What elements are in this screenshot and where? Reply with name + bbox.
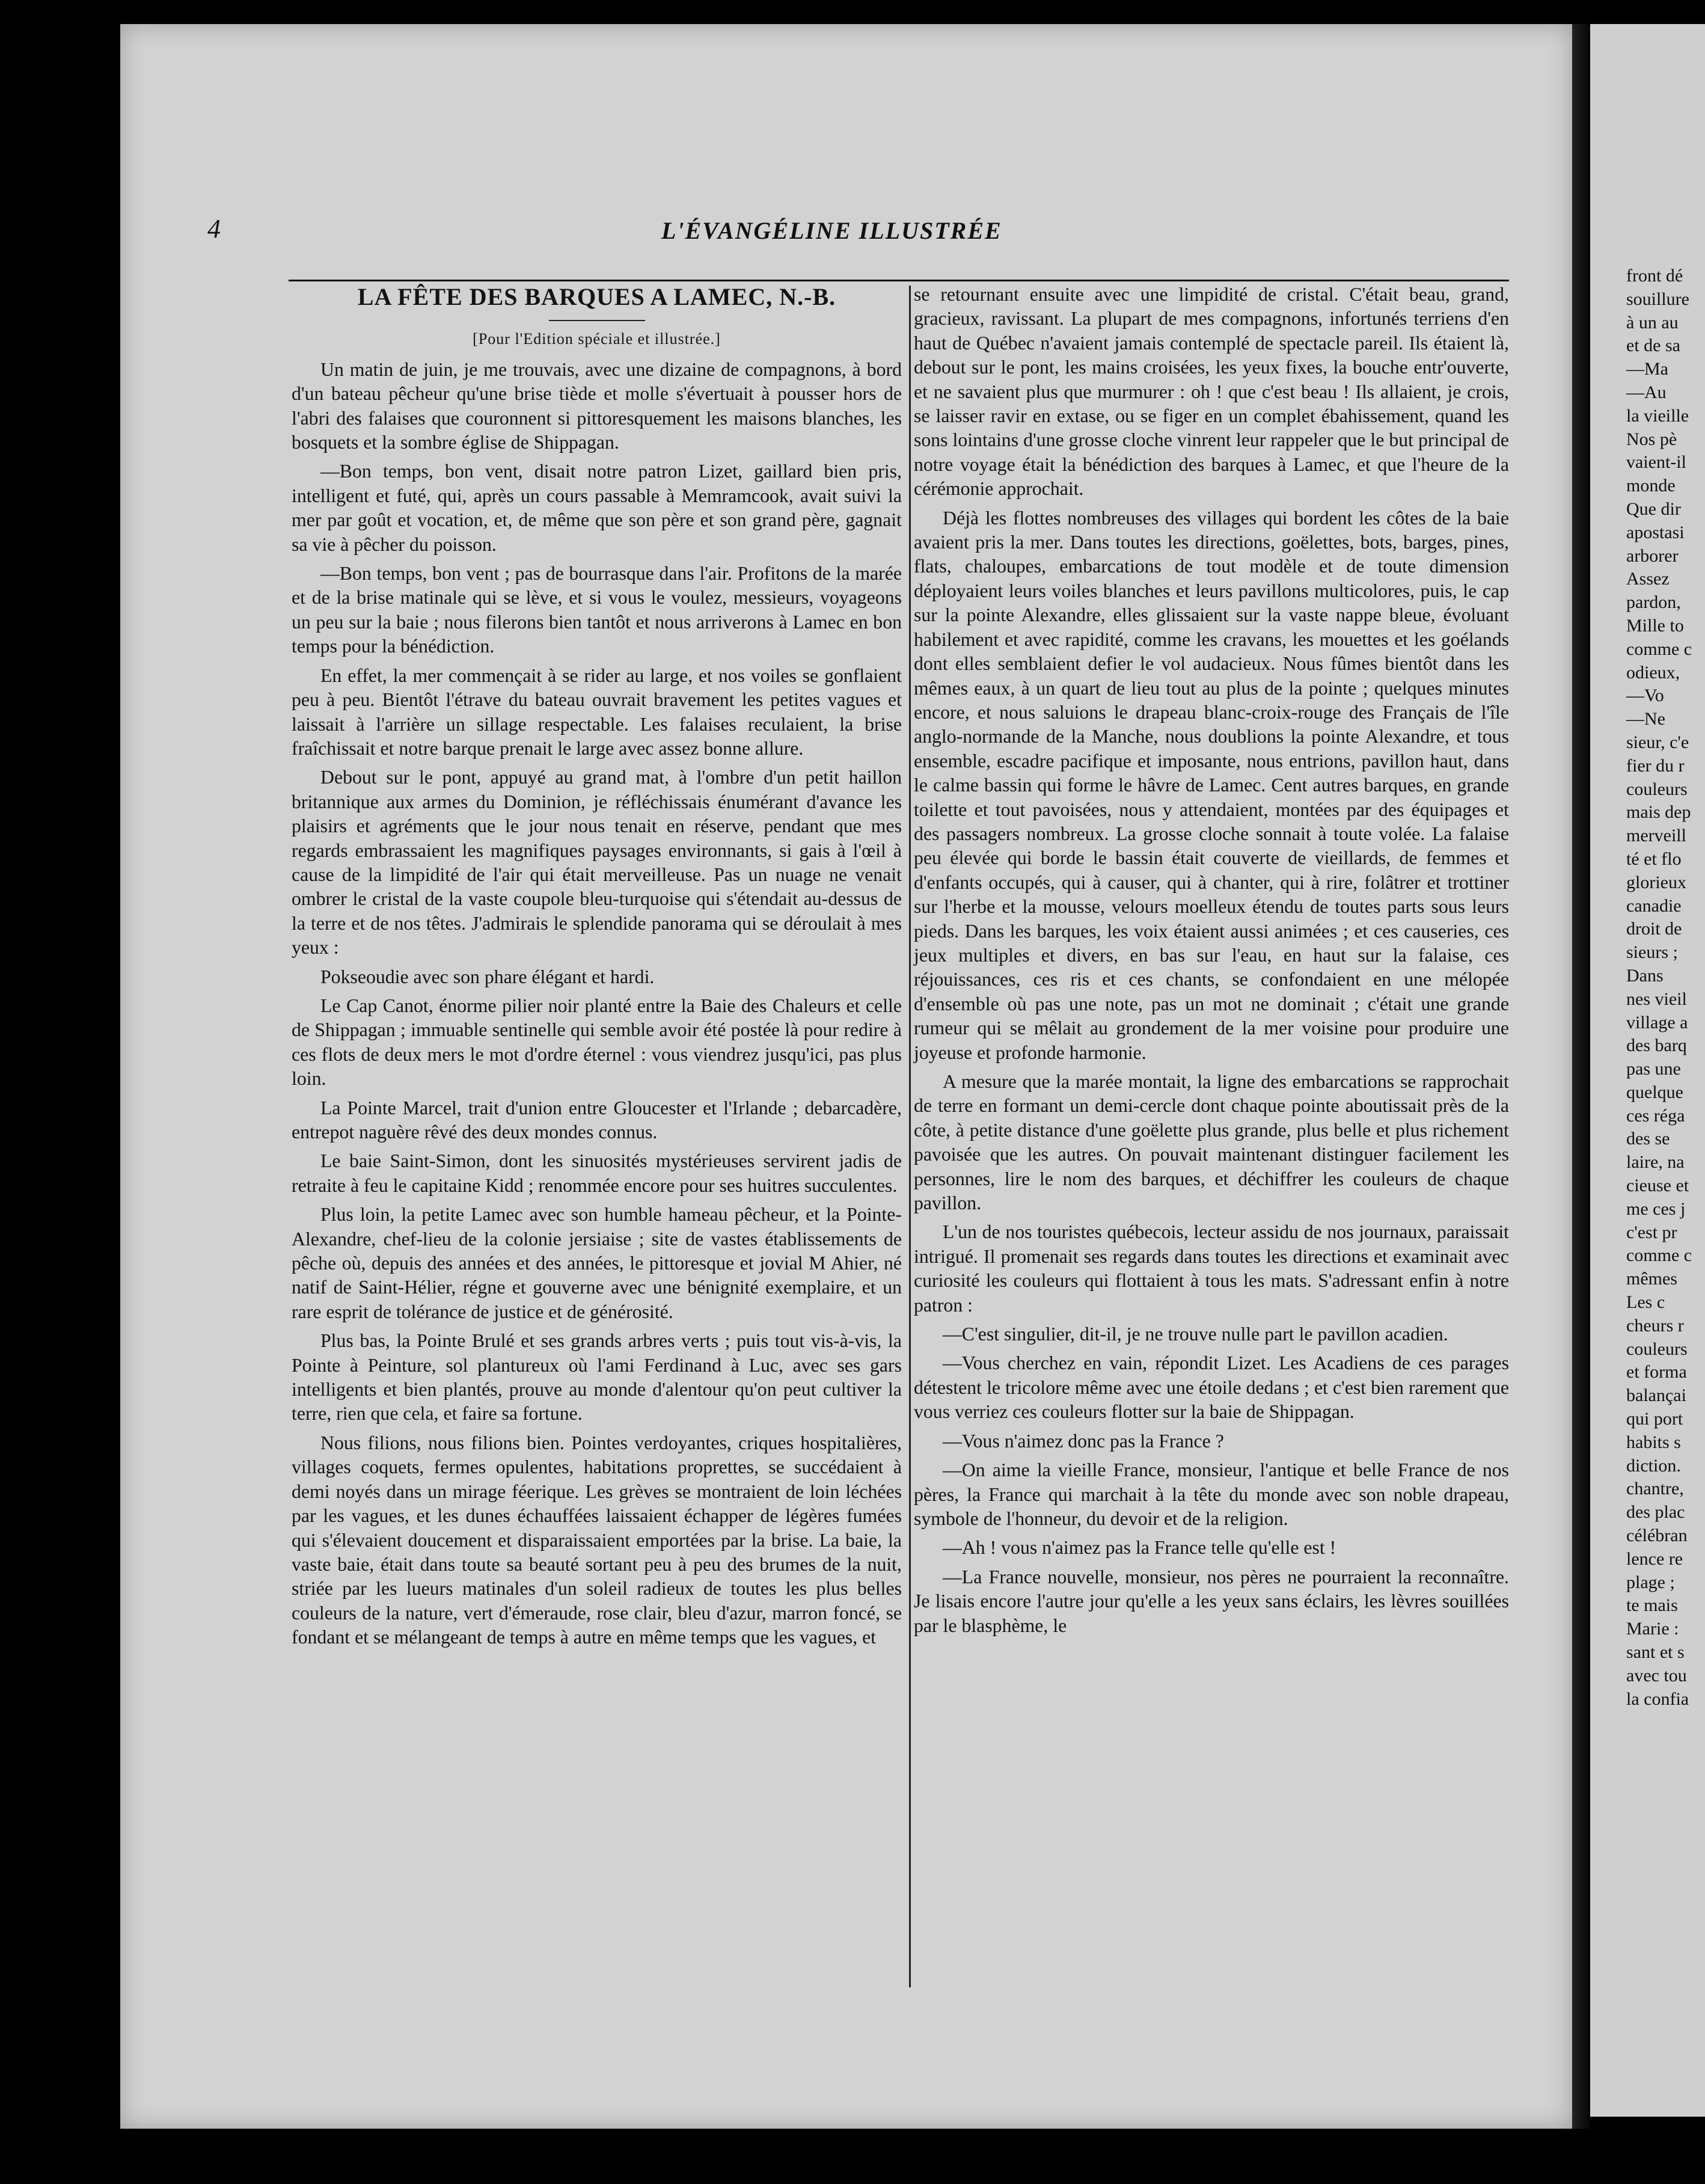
article-column-left (292, 283, 902, 1655)
fragment-line: Dans (1626, 965, 1664, 986)
paragraph: Plus loin, la petite Lamec avec son humble hameau pêcheur, et la Pointe-Alexandre, chef-lieu de la colonie jersiaise ; site de vastes établissements de pêche où, depuis des années et des années, le pittoresque et jovial M Ahier, né natif de Saint-Hélier, régne et gouverne avec une bénignité exemplaire, et un rare esprit de tolérance de justice et de générosité. (292, 1204, 902, 1322)
fragment-line: sieurs ; (1626, 942, 1678, 963)
fragment-line: c'est pr (1626, 1222, 1677, 1242)
fragment-line: comme c (1626, 1245, 1692, 1266)
header-rule (289, 280, 1509, 281)
paragraph: Plus bas, la Pointe Brulé et ses grands arbres verts ; puis tout vis-à-vis, la Pointe à Peinture, sol plantureux où l'ami Ferdinand à Luc, avec ses gars intelligents et bien plantés, prouve au monde d'alentour qu'on peut cultiver la terre, rien que cela, et faire sa fortune. (292, 1330, 902, 1425)
paragraph: Le baie Saint-Simon, dont les sinuosités mystérieuses servirent jadis de retraite à feu le capitaine Kidd ; renommée encore pour ses huitres succulentes. (292, 1150, 902, 1196)
fragment-line: cheurs r (1626, 1315, 1684, 1336)
fragment-line: plage ; (1626, 1572, 1675, 1592)
fragment-line: droit de (1626, 919, 1682, 939)
page-gutter (1572, 24, 1590, 2129)
fragment-line: apostasi (1626, 522, 1685, 542)
paragraph: L'un de nos touristes québecois, lecteur assidu de nos journaux, paraissait intrigué. Il promenait ses regards dans toutes les directions et examinait avec curiosité les couleurs qui flottaient à tous les mats. S'adressant enfin à notre patron : (914, 1221, 1509, 1316)
fragment-line: canadie (1626, 895, 1682, 916)
paragraph: —Bon temps, bon vent, disait notre patron Lizet, gaillard bien pris, intelligent et futé, qui, après un cours passable à Memramcook, avait suivi la mer par goût et vocation, et, de même que son père et son grand père, gagnait sa vie à pêcher du poisson. (292, 461, 902, 555)
fragment-line: sieur, c'e (1626, 732, 1689, 752)
paragraph: En effet, la mer commençait à se rider au large, et nos voiles se gonflaient peu à peu. Bientôt l'étrave du bateau ouvrait bravement les petites vagues et laissait à l'arrière un sillage respectable. Les falaises reculaient, la brise fraîchissait et notre barque prenait le large avec assez bonne allure. (292, 664, 902, 759)
fragment-line: et de sa (1626, 336, 1680, 356)
fragment-line: des se (1626, 1129, 1670, 1149)
paragraph: —Vous cherchez en vain, répondit Lizet. Les Acadiens de ces parages détestent le tricolore même avec une étoile dedans ; et c'est bien rarement que vous verriez ces couleurs flotter sur la baie de Shippagan. (914, 1352, 1509, 1423)
paragraph: La Pointe Marcel, trait d'union entre Gloucester et l'Irlande ; debarcadère, entrepot naguère rêvé des deux mondes connus. (292, 1097, 902, 1143)
fragment-line: couleurs (1626, 1339, 1688, 1359)
fragment-line: sant et s (1626, 1642, 1685, 1663)
fragment-line: habits s (1626, 1432, 1681, 1452)
fragment-line: fier du r (1626, 755, 1685, 776)
fragment-line: glorieux (1626, 872, 1686, 892)
fragment-line: et forma (1626, 1362, 1687, 1382)
paragraph: Debout sur le pont, appuyé au grand mat, à l'ombre d'un petit haillon britannique aux armes du Dominion, je réfléchissais énumérant d'avance les plaisirs et agréments que le jour nous tenait en réserve, pendant que mes regards embrassaient les magnifiques paysages environnants, si gais à l'œil à cause de la limpidité de l'air qui était merveilleuse. Pas un nuage ne venait ombrer le cristal de la vaste coupole bleu-turquoise qui s'étendait au-dessus de la terre et de nos têtes. J'admirais le splendide panorama qui se déroulait à mes yeux : (292, 767, 902, 959)
paragraph: Un matin de juin, je me trouvais, avec une dizaine de compagnons, à bord d'un bateau pêcheur qu'une brise tiède et molle s'évertuait à pousser hors de l'abri des falaises que couronnent si pittoresquement les maisons blanches, les bosquets et la sombre église de Shippagan. (292, 358, 902, 453)
paragraph: —Vous n'aimez donc pas la France ? (943, 1430, 1224, 1452)
fragment-line: comme c (1626, 639, 1692, 659)
fragment-line: vaient-il (1626, 452, 1686, 473)
column-divider (909, 286, 911, 1987)
title-rule (549, 320, 645, 321)
fragment-line: célébran (1626, 1526, 1688, 1546)
fragment-line: Les c (1626, 1292, 1665, 1313)
fragment-line: diction. (1626, 1455, 1681, 1476)
page-number: 4 (207, 214, 221, 244)
fragment-line: —Au (1626, 382, 1667, 402)
fragment-line: la vieille (1626, 405, 1689, 426)
paragraph: —La France nouvelle, monsieur, nos pères ne pourraient la reconnaître. Je lisais encore l'autre jour qu'elle a les yeux sans éclairs, les lèvres souillées par le blasphème, le (914, 1566, 1509, 1636)
paragraph: Nous filions, nous filions bien. Pointes verdoyantes, criques hospitalières, villages coquets, fermes opulentes, habitations proprettes, se succédaient à demi noyés dans un mirage féerique. Les grèves se montraient de loin léchées par les vagues, et les dunes échauffées laissaient échapper de légères fumées qui s'élevaient doucement et disparaissaient emportées par la brise. La baie, la vaste baie, était dans toute sa beauté sortant peu à peu des brumes de la nuit, striée par les lueurs matinales d'un soleil radieux de toutes les plus belles couleurs de la nature, vert d'émeraude, rose clair, bleu d'azur, marron foncé, se fondant et se mélangeant de temps à autre en même temps que les vagues, et (292, 1432, 902, 1648)
fragment-line: Mille to (1626, 615, 1684, 636)
fragment-line: Que dir (1626, 498, 1681, 519)
fragment-line: Assez (1626, 569, 1670, 589)
paragraph: —Bon temps, bon vent ; pas de bourrasque dans l'air. Profitons de la marée et de la brise matinale qui se lève, et si vous le voulez, messieurs, voyageons un peu sur la baie ; nous filerons bien tantôt et nous arriverons à Lamec en bon temps pour la bénédiction. (292, 563, 902, 657)
fragment-line: te mais (1626, 1595, 1678, 1616)
fragment-line: village a (1626, 1012, 1688, 1032)
fragment-line: avec tou (1626, 1665, 1687, 1686)
fragment-line: cieuse et (1626, 1176, 1689, 1196)
fragment-line: qui port (1626, 1409, 1683, 1429)
fragment-line: nes vieil (1626, 989, 1687, 1009)
article-column-right (914, 283, 1509, 1643)
fragment-line: ces réga (1626, 1105, 1685, 1126)
fragment-line: lence re (1626, 1548, 1683, 1569)
fragment-line: couleurs (1626, 779, 1688, 799)
fragment-line: chantre, (1626, 1479, 1684, 1499)
fragment-line: quelque (1626, 1082, 1683, 1102)
next-page-edge (1590, 24, 1705, 2117)
fragment-line: mêmes (1626, 1269, 1677, 1289)
fragment-line: laire, na (1626, 1152, 1685, 1173)
fragment-line: souillure (1626, 289, 1689, 309)
paragraph: se retournant ensuite avec une limpidité de cristal. C'était beau, grand, gracieux, ravissant. La plupart de mes compagnons, infortunés terriens d'en haut de Québec n'avaient jamais contemplé de spectacle pareil. Ils étaient là, debout sur le pont, les mains croisées, les yeux fixes, la bouche entr'ouverte, et ne savaient plus que murmurer : oh ! que c'est beau ! Ils allaient, je crois, se laisser ravir en extase, ou se figer en un complet ébahissement, quand les sons lointains d'une grosse cloche vinrent leur rappeler que le but principal de notre voyage était la bénédiction des barques à Lamec, et que l'heure de la cérémonie approchait. (914, 284, 1509, 500)
paragraph: —Ah ! vous n'aimez pas la France telle qu'elle est ! (943, 1537, 1336, 1559)
running-head: L'ÉVANGÉLINE ILLUSTRÉE (661, 217, 1002, 244)
fragment-line: odieux, (1626, 662, 1680, 682)
fragment-line: arborer (1626, 545, 1679, 566)
article-body-left (292, 358, 902, 1650)
article-byline: [Pour l'Edition spéciale et illustrée.] (473, 330, 721, 348)
article-body-right (914, 283, 1509, 1638)
fragment-line: front dé (1626, 266, 1683, 286)
fragment-line: pas une (1626, 1059, 1681, 1079)
fragment-line: monde (1626, 476, 1676, 496)
fragment-line: Marie : (1626, 1619, 1679, 1639)
paragraph: Déjà les flottes nombreuses des villages qui bordent les côtes de la baie avaient pris la mer. Dans toutes les directions, goëlettes, bots, barges, pines, flats, chaloupes, embarcations de tout modèle et de toute dimension déployaient leurs voiles blanches et leurs pavillons multicolores, puis, le cap sur la pointe Alexandre, elles glissaient sur la vaste nappe bleue, évoluant habilement et avec rapidité, comme les cravans, les mouettes et les goélands dont elles semblaient defier le vol audacieux. Nous fûmes bientôt dans les mêmes eaux, à un quart de lieu tout au plus de la pointe ; quelques minutes encore, et nous saluions le drapeau blanc-croix-rouge des Français de l'île anglo-normande de la Manche, nous doublions la pointe Alexandre, et tous ensemble, escadre pacifique et imposante, nous entrions, pavillon haut, dans le calme bassin qui forme le hâvre de Lamec. Cent autres barques, en grande toilette et tout pavoisées, nous y attendaient, montées par des équipages et des passagers nombreux. La grosse cloche sonnait à toute volée. La falaise peu élevée qui borde le bassin était couverte de vieillards, de femmes et d'enfants occupés, qui à causer, qui à chanter, qui à rire, folâtrer et trottiner sur l'herbe et la mousse, velours moelleux étendu de toutes parts sous leurs pieds. Dans les barques, les voix étaient aussi animées ; et ces causeries, ces jeux multiples et divers, en bas sur l'eau, en haut sur la falaise, ces réjouissances, ces ris et ces chants, se confondaient en une mélopée d'ensemble où pas une note, pas un mot ne dominait ; c'était une grande rumeur qui se mêlait au grondement de la mer voisine pour produire une joyeuse et profonde harmonie. (914, 507, 1509, 1063)
fragment-line: té et flo (1626, 848, 1682, 869)
fragment-line: me ces j (1626, 1198, 1686, 1219)
fragment-line: —Ne (1626, 709, 1665, 729)
next-page-fragments (1626, 265, 1705, 1711)
fragment-line: balançai (1626, 1385, 1686, 1406)
paragraph: Pokseoudie avec son phare élégant et hardi. (320, 966, 655, 987)
fragment-line: —Vo (1626, 686, 1664, 706)
fragment-line: la confia (1626, 1689, 1689, 1709)
fragment-line: des plac (1626, 1502, 1685, 1523)
paragraph: —C'est singulier, dit-il, je ne trouve nulle part le pavillon acadien. (943, 1324, 1448, 1345)
fragment-line: Nos pè (1626, 429, 1677, 449)
article-title: LA FÊTE DES BARQUES A LAMEC, N.-B. (357, 283, 836, 310)
paragraph: A mesure que la marée montait, la ligne des embarcations se rapprochait de terre en formant un demi-cercle dont chaque pointe aboutissait près de la côte, à petite distance d'une goëlette plus grande, plus belle et plus richement pavoisée que les autres. On pouvait maintenant distinguer facilement les personnes, lire le nom des barques, et déchiffrer les couleurs de chaque pavillon. (914, 1071, 1509, 1214)
fragment-line: à un au (1626, 312, 1679, 333)
paragraph: Le Cap Canot, énorme pilier noir planté entre la Baie des Chaleurs et celle de Shippagan ; immuable sentinelle qui semble avoir été postée là pour redire à ces flots de deux mers le mot d'ordre éternel : vous viendrez jusqu'ici, pas plus loin. (292, 995, 902, 1090)
fragment-line: merveill (1626, 826, 1686, 846)
fragment-line: —Ma (1626, 359, 1668, 379)
fragment-line: mais dep (1626, 802, 1691, 823)
paragraph: —On aime la vieille France, monsieur, l'antique et belle France de nos pères, la France qui marchait à la tête du monde avec son noble drapeau, symbole de l'honneur, du devoir et de la religion. (914, 1459, 1509, 1529)
fragment-line: des barq (1626, 1035, 1687, 1056)
fragment-line: pardon, (1626, 592, 1681, 613)
